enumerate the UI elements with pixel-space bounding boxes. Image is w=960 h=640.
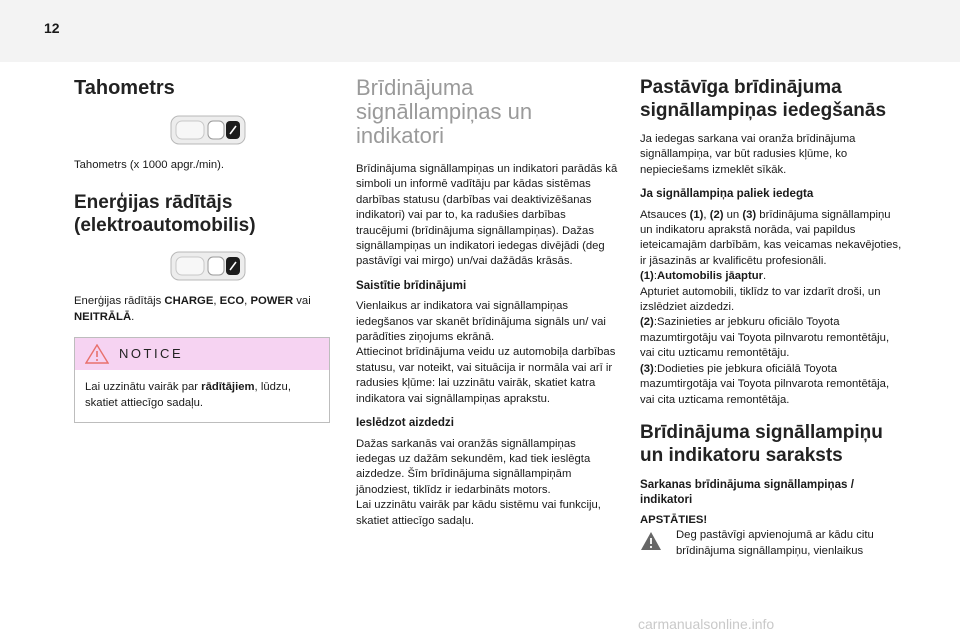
paragraph-ignition-2: Lai uzzinātu vairāk par kādu sistēmu vai funkciju, skatiet attiecīgo sadaļu. xyxy=(356,499,601,527)
reference-1: (1):Automobilis jāaptur. Apturiet automobili, tiklīdz to var izdarīt droši, un izslēdziet aizdedzi. xyxy=(640,270,881,314)
stop-warning-block xyxy=(640,513,902,559)
heading-warning-lights: Brīdinājuma signāllampiņas un indikatori xyxy=(356,75,533,148)
subheading-related-warnings: Saistītie brīdinājumi xyxy=(356,278,467,292)
page-header-bar xyxy=(0,0,960,62)
stop-text: Deg pastāvīgi apvienojumā ar kādu citu brīdinājuma signāllampiņu, vienlaikus xyxy=(676,529,874,557)
heading-tachometer: Tahometrs xyxy=(74,77,175,99)
subheading-red-lights: Sarkanas brīdinājuma signāllampiņas / indikatori xyxy=(640,477,854,507)
paragraph-permanent: Ja iedegas sarkana vai oranža brīdinājuma signāllampiņa, var būt radusies kļūme, ko nepieciešams izmeklēt sīkāk. xyxy=(640,133,856,176)
watermark: carmanualsonline.info xyxy=(638,616,775,632)
column-middle xyxy=(356,76,618,529)
instrument-cluster-icon xyxy=(170,251,246,281)
paragraph-intro: Brīdinājuma signāllampiņas un indikatori parādās kā simboli un informē vadītāju par kādas sistēmas darbības statusu (darbības vai deaktivizēšanas indikatori) vai par to, ka radušies darbības traucējumi (brīdinājuma signāllampiņas). Dažas signāllampiņas un indikatori iedegas divējādi (deg pastāvīgi vai mirgo) un/vai dažādās krāsās. xyxy=(356,163,618,268)
heading-power-meter: Enerģijas rādītājs (elektroautomobilis) xyxy=(74,192,256,237)
subheading-stays-on: Ja signāllampiņa paliek iedegta xyxy=(640,187,814,201)
notice-text: Lai uzzinātu vairāk par rādītājiem, lūdzu, skatiet attiecīgo sadaļu. xyxy=(85,381,291,409)
paragraph-related-1: Vienlaikus ar indikatora vai signāllampiņas iedegšanos var skanēt brīdinājuma signāls un/ vai parādīties ziņojums ekrānā. xyxy=(356,300,606,344)
subheading-ignition: Ieslēdzot aizdedzi xyxy=(356,416,454,430)
warning-triangle-icon xyxy=(85,344,109,364)
notice-box xyxy=(74,337,330,423)
notice-title: NOTICE xyxy=(119,346,184,362)
paragraph-related-2: Attiecinot brīdinājuma veidu uz automobiļa darbības statusu, var noteikt, vai situācija ir normāla vai arī ir radusies kļūme: lai uzzinātu vairāk, skatiet katra indikatora vai signāllampiņas aprakstu. xyxy=(356,346,616,405)
warning-triangle-icon xyxy=(640,531,662,551)
instrument-cluster-icon xyxy=(170,115,246,145)
column-right xyxy=(640,76,902,559)
heading-list: Brīdinājuma signāllampiņu un indikatoru saraksts xyxy=(640,421,883,466)
notice-header xyxy=(75,338,329,370)
reference-3: (3):Dodieties pie jebkura oficiālā Toyota mazumtirgotāja vai Toyota pilnvarota remontētāja, vai cita uzticama remontētāja. xyxy=(640,362,890,406)
paragraph-references: Atsauces (1), (2) un (3) brīdinājuma signāllampiņu un indikatoru aprakstā norāda, vai papildus ieteicamajām darbībām, kas veicamas nekavējoties, ir jāsazinās ar kvalificētu profesionāli. xyxy=(640,208,902,267)
column-left xyxy=(74,76,330,423)
page-number: 12 xyxy=(44,20,60,36)
paragraph-ignition-1: Dažas sarkanās vai oranžās signāllampiņas iedegas uz dažām sekundēm, kad tiek ieslēgta aizdedze. Šīm brīdinājuma signāllampiņām jānodziest, tiklīdz ir iedarbināts motors. xyxy=(356,437,591,496)
power-meter-caption: Enerģijas rādītājs CHARGE, ECO, POWER vai NEITRĀLĀ. xyxy=(74,295,311,323)
reference-2: (2):Sazinieties ar jebkuru oficiālo Toyota mazumtirgotāju vai Toyota pilnvarotu remontētāju, vai citu uzticamu remontētāju. xyxy=(640,316,890,360)
stop-title: APSTĀTIES! xyxy=(640,513,708,526)
tachometer-caption: Tahometrs (x 1000 apgr./min). xyxy=(74,159,225,171)
heading-permanent-warning: Pastāvīga brīdinājuma signāllampiņas iedegšanās xyxy=(640,77,887,121)
